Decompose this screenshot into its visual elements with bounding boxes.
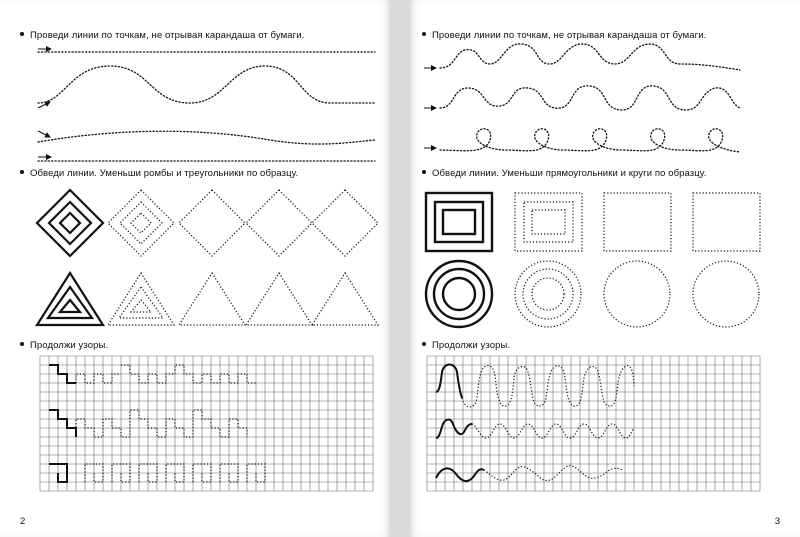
- left-page-artwork: [0, 0, 390, 537]
- dotted-triangle-nested: [108, 273, 174, 325]
- pattern-grid: [40, 356, 373, 491]
- dotted-diamond: [246, 190, 312, 256]
- instruction-text: Проведи линии по точкам, не отрывая карандаша от бумаги.: [30, 30, 305, 41]
- dotted-curl-line: [440, 129, 740, 152]
- dotted-triangle: [179, 273, 245, 325]
- sample-diamond-nested: [37, 190, 103, 256]
- dotted-wave-line: [38, 131, 375, 144]
- dotted-arch-line: [38, 66, 375, 103]
- sample-pattern-waves: [436, 365, 484, 482]
- dotted-square-nested: [515, 193, 582, 251]
- sample-pattern-steps: [49, 365, 76, 482]
- sample-circle-nested: [426, 261, 492, 327]
- dotted-pattern-steps: [76, 365, 265, 482]
- right-page-artwork: [410, 0, 800, 537]
- dotted-loop-wave-line: [440, 86, 740, 110]
- dotted-circle: [604, 261, 670, 327]
- right-page: [410, 0, 800, 537]
- dotted-diamond: [312, 190, 378, 256]
- instruction-text: Проведи линии по точкам, не отрывая карандаша от бумаги.: [432, 30, 707, 41]
- sample-square-nested: [426, 193, 492, 251]
- dotted-triangle: [246, 273, 312, 325]
- left-page: [0, 0, 390, 537]
- dotted-diamond: [179, 190, 245, 256]
- page-number: 3: [774, 516, 780, 527]
- dotted-loop-wave-line: [440, 44, 740, 70]
- dotted-diamond-nested: [108, 190, 174, 256]
- dotted-square: [604, 193, 671, 251]
- instruction-text: Обведи линии. Уменьши ромбы и треугольники по образцу.: [30, 168, 299, 179]
- page-number: 2: [20, 516, 26, 527]
- dotted-triangle: [312, 273, 378, 325]
- dotted-square: [693, 193, 760, 251]
- arrow-icon: [38, 131, 50, 137]
- dotted-circle: [693, 261, 759, 327]
- instruction-text: Продолжи узоры.: [30, 340, 109, 351]
- instruction-text: Продолжи узоры.: [432, 340, 511, 351]
- sample-triangle-nested: [37, 273, 103, 325]
- dotted-circle-nested: [515, 261, 581, 327]
- instruction-text: Обведи линии. Уменьши прямоугольники и круги по образцу.: [432, 168, 707, 179]
